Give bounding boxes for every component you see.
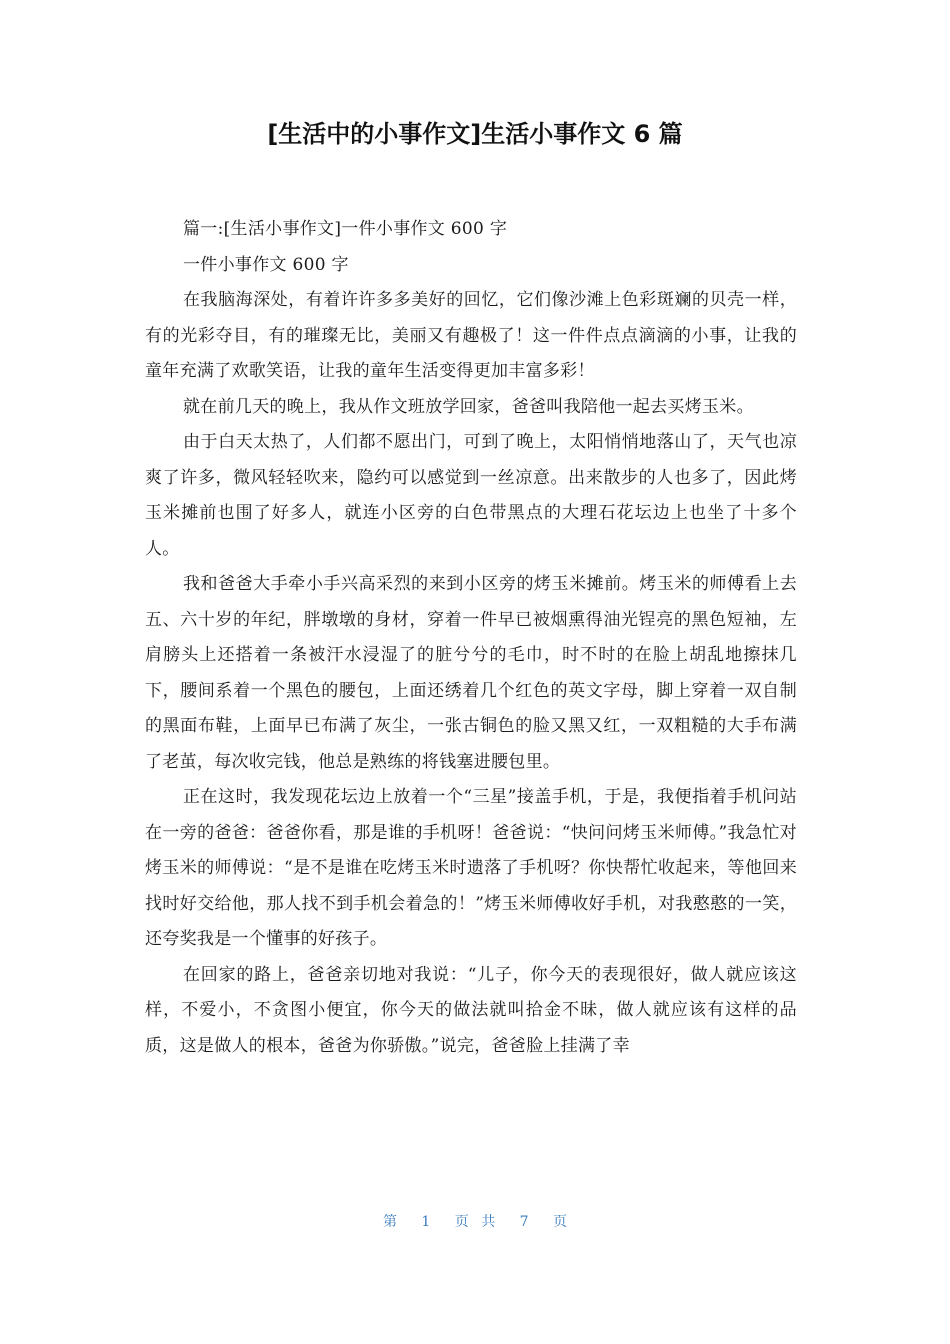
paragraph: 就在前几天的晚上，我从作文班放学回家，爸爸叫我陪他一起去买烤玉米。 <box>183 396 754 417</box>
section-heading: 篇一:[生活小事作文]一件小事作文 600 字 <box>183 219 508 239</box>
paragraph: 在我脑海深处，有着许许多多美好的回忆，它们像沙滩上色彩斑斓的贝壳一样，有的光彩夺目，有的璀璨无比，美丽又有趣极了！这一件件点点滴滴的小事，让我的童年充满了欢歌笑语，让我的童年生活变得更加丰富多彩！ <box>145 290 797 381</box>
page-prefix: 第 <box>382 1214 397 1230</box>
paragraph: 我和爸爸大手牵小手兴高采烈的来到小区旁的烤玉米摊前。烤玉米的师傅看上去五、六十岁的年纪，胖墩墩的身材，穿着一件早已被烟熏得油光锃亮的黑色短袖，左肩膀头上还搭着一条被汗水浸湿了的脏兮兮的毛巾，时不时的在脸上胡乱地擦抹几下，腰间系着一个黑色的腰包，上面还绣着几个红色的英文字母，脚上穿着一双自制的黑面布鞋，上面早已布满了灰尘，一张古铜色的脸又黑又红，一双粗糙的大手布满了老茧，每次收完钱，他总是熟练的将钱塞进腰包里。 <box>145 574 797 772</box>
page-total: 7 <box>519 1214 529 1230</box>
essay-title: 一件小事作文 600 字 <box>183 254 349 275</box>
page-middle: 页 共 <box>454 1214 496 1230</box>
paragraph: 在回家的路上，爸爸亲切地对我说：“儿子，你今天的表现很好，做人就应该这样，不爱小，不贪图小便宜，你今天的做法就叫拾金不昧，做人就应该有这样的品质，这是做人的根本，爸爸为你骄傲。”说完，爸爸脸上挂满了幸 <box>145 964 797 1056</box>
paragraph: 正在这时，我发现花坛边上放着一个“三星”接盖手机，于是，我便指着手机问站在一旁的爸爸：爸爸你看，那是谁的手机呀！爸爸说：“快问问烤玉米师傅。”我急忙对烤玉米的师傅说：“是不是谁在吃烤玉米时遗落了手机呀？你快帮忙收起来，等他回来找时好交给他，那人找不到手机会着急的！”烤玉米师傅收好手机，对我憨憨的一笑，还夸奖我是一个懂事的好孩子。 <box>145 787 797 949</box>
document-title: [生活中的小事作文]生活小事作文 6 篇 <box>267 120 683 148</box>
page-footer <box>0 1212 950 1232</box>
document-body <box>145 212 797 1064</box>
page-suffix: 页 <box>553 1214 568 1230</box>
paragraph: 由于白天太热了，人们都不愿出门，可到了晚上，太阳悄悄地落山了，天气也凉爽了许多，微风轻轻吹来，隐约可以感觉到一丝凉意。出来散步的人也多了，因此烤玉米摊前也围了好多人，就连小区旁的白色带黑点的大理石花坛边上也坐了十多个人。 <box>145 432 797 559</box>
page-number: 1 <box>421 1214 431 1230</box>
